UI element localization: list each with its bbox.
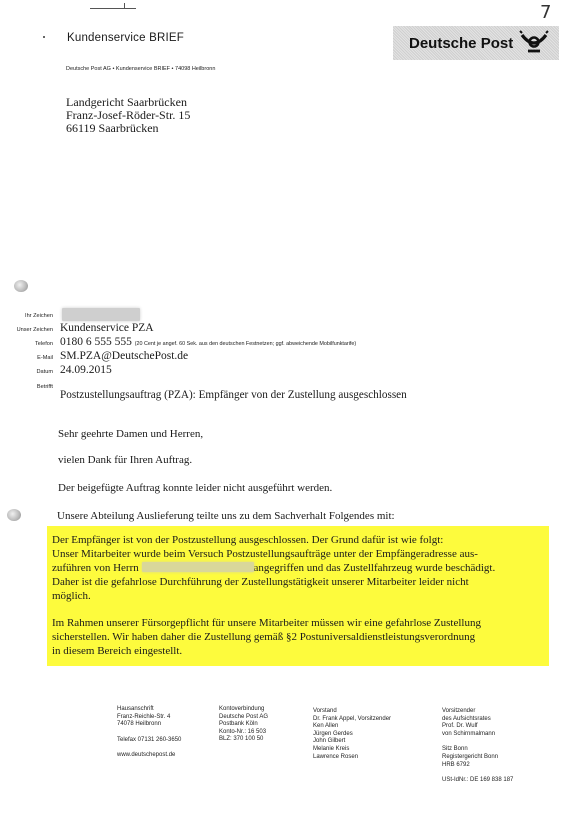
footer-line: 74078 Heilbronn <box>117 721 162 728</box>
telefon-label: Telefon <box>34 341 53 347</box>
footer-line: des Aufsichtsrates <box>442 715 491 722</box>
deutsche-post-logo <box>393 26 559 60</box>
footer-line: Hausanschrift <box>117 706 154 712</box>
highlight-line <box>52 562 544 576</box>
highlight-line: Unser Mitarbeiter wurde beim Versuch Postzustellungsaufträge unter der Empfängeradresse aus- <box>52 548 478 560</box>
footer-column-supervisory <box>442 708 557 785</box>
document-title: Kundenservice BRIEF <box>67 32 184 44</box>
footer-line: Ken Allen <box>313 723 339 730</box>
highlight-line: in diesem Bereich eingestellt. <box>52 645 183 657</box>
redacted-name <box>142 562 254 572</box>
footer-line: Dr. Frank Appel, Vorsitzender <box>313 715 392 722</box>
footer-line: Melanie Kreis <box>313 745 350 752</box>
datum-value: 24.09.2015 <box>60 364 112 376</box>
footer-line: Konto-Nr.: 16 503 <box>219 728 267 735</box>
telefon-value <box>60 336 356 348</box>
punch-hole <box>14 280 28 292</box>
telefon-note: (20 Cent je angef. 60 Sek. aus den deutschen Festnetzen; ggf. abweichende Mobilfunktarife) <box>134 341 357 347</box>
footer-column-address <box>117 706 213 760</box>
footer-line: Jürgen Gerdes <box>313 730 353 737</box>
highlight-line: möglich. <box>52 590 91 602</box>
post-horn-icon <box>519 29 549 57</box>
footer-line: www.deutschepost.de <box>117 752 176 759</box>
body-paragraph-1: vielen Dank für Ihren Auftrag. <box>58 454 193 466</box>
scan-line <box>90 8 136 9</box>
footer-line: BLZ: 370 100 50 <box>219 736 264 743</box>
body-paragraph-3: Unsere Abteilung Auslieferung teilte uns zu dem Sachverhalt Folgendes mit: <box>57 510 395 522</box>
footer-column-bank <box>219 706 309 744</box>
footer-line: Kontoverbindung <box>219 706 265 712</box>
handwritten-page-mark: 7 <box>540 2 552 23</box>
footer-line: Registergericht Bonn <box>442 753 499 760</box>
footer-line: HRB 6792 <box>442 761 470 768</box>
highlight-text: angegriffen und das Zustellfahrzeug wurde beschädigt. <box>253 562 496 574</box>
scan-line <box>124 3 125 9</box>
footer-line <box>117 744 213 752</box>
recipient-city: 66119 Saarbrücken <box>66 121 159 135</box>
highlight-line: sicherstellen. Wir haben daher die Zustellung gemäß §2 Postuniversaldienstleistungsverordnung <box>52 631 476 643</box>
highlight-line: Daher ist die gefahrlose Durchführung der Zustellungstätigkeit unserer Mitarbeiter leider nicht <box>52 576 469 588</box>
footer-line: Prof. Dr. Wulf <box>442 723 478 730</box>
telefon-number: 0180 6 555 555 <box>60 336 132 348</box>
footer-line: John Gilbert <box>313 738 346 745</box>
footer-line <box>117 729 213 737</box>
unser-zeichen-label: Unser Zeichen <box>16 327 53 333</box>
footer-line: Telefax 07131 260-3650 <box>117 736 182 743</box>
footer-line: USt-IdNr.: DE 169 838 187 <box>442 777 514 784</box>
logo-text: Deutsche Post <box>409 34 514 52</box>
ihr-zeichen-label: Ihr Zeichen <box>25 313 53 319</box>
highlight-text: zuführen von Herrn <box>52 562 139 574</box>
scan-speck <box>43 36 45 38</box>
footer-line: Sitz Bonn <box>442 746 468 753</box>
footer-line: Vorsitzender <box>442 708 476 714</box>
footer-line: Lawrence Rosen <box>313 753 359 760</box>
betrifft-label: Betrifft <box>36 384 53 390</box>
unser-zeichen-value: Kundenservice PZA <box>60 322 154 334</box>
highlight-line: Im Rahmen unserer Fürsorgepflicht für unsere Mitarbeiter müssen wir eine gefahrlose Zustellung <box>52 617 481 629</box>
footer-line <box>442 769 557 777</box>
footer-line: Postbank Köln <box>219 721 258 728</box>
footer-line: Franz-Reichle-Str. 4 <box>117 713 171 720</box>
recipient-name: Landgericht Saarbrücken <box>66 95 187 109</box>
footer-line: von Schirnmalmann <box>442 730 496 737</box>
salutation: Sehr geehrte Damen und Herren, <box>58 428 204 440</box>
email-value: SM.PZA@DeutschePost.de <box>60 350 189 362</box>
footer-line <box>442 738 557 746</box>
body-paragraph-2: Der beigefügte Auftrag konnte leider nicht ausgeführt werden. <box>58 482 333 494</box>
recipient-address <box>66 96 190 135</box>
recipient-street: Franz-Josef-Röder-Str. 15 <box>66 108 191 122</box>
footer-line: Vorstand <box>313 708 337 714</box>
email-label: E-Mail <box>37 355 53 361</box>
punch-hole <box>7 509 21 521</box>
footer-line: Deutsche Post AG <box>219 713 269 720</box>
sender-return-line: Deutsche Post AG • Kundenservice BRIEF • 74098 Heilbronn <box>66 66 216 72</box>
redacted-reference <box>62 308 140 321</box>
highlight-line: Der Empfänger ist von der Postzustellung ausgeschlossen. Der Grund dafür ist wie folgt: <box>52 534 444 546</box>
datum-label: Datum <box>36 369 53 375</box>
footer-column-board <box>313 708 423 761</box>
subject-line: Postzustellungsauftrag (PZA): Empfänger von der Zustellung ausgeschlossen <box>60 389 407 401</box>
